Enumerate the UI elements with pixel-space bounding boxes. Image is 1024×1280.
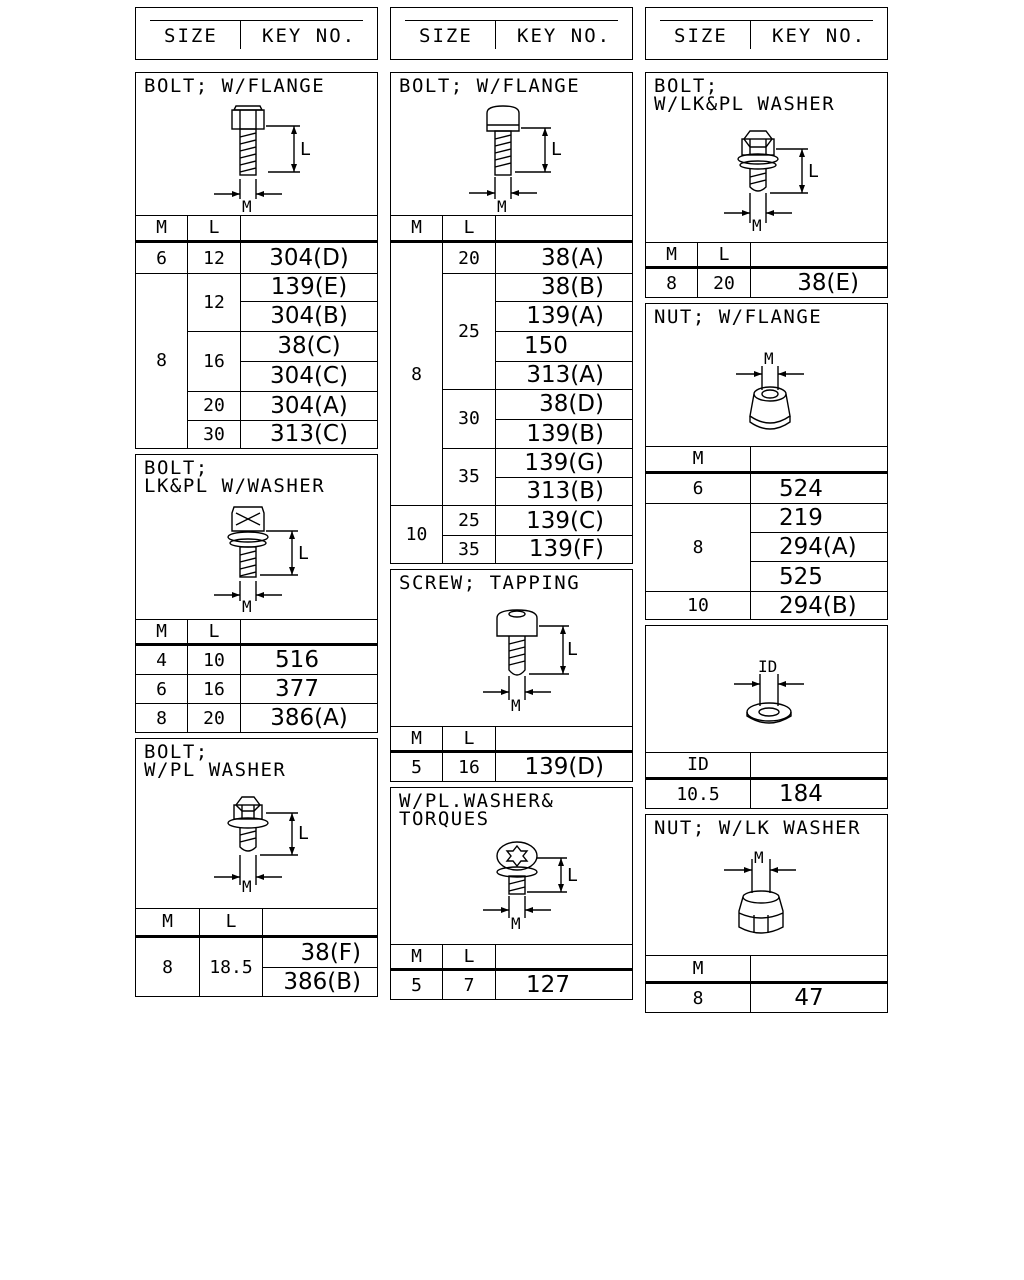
- col-m-header: M: [411, 945, 422, 967]
- key-number: 294(A): [779, 534, 857, 560]
- size-label: SIZE: [164, 25, 218, 47]
- m-value: 5: [411, 756, 422, 778]
- dim-l-label: L: [300, 139, 311, 160]
- col-m-header: M: [156, 620, 167, 642]
- panel-title: SCREW; TAPPING: [399, 572, 581, 594]
- col-m-header: M: [411, 727, 422, 749]
- key-number: 516: [275, 647, 319, 673]
- m-value: 4: [156, 649, 167, 671]
- key-number: 313(C): [270, 421, 348, 447]
- header-divider: [750, 20, 751, 49]
- l-value: 7: [463, 974, 475, 996]
- key-number: 313(B): [526, 478, 604, 504]
- m-value: 10: [405, 524, 428, 545]
- dim-l-label: L: [808, 161, 819, 182]
- l-value: 20: [713, 272, 735, 294]
- panel-bolt-flange-1: [135, 72, 378, 449]
- l-value: 18.5: [209, 956, 253, 978]
- lk-pl-washer-bolt-drawing: [646, 73, 886, 243]
- m-value: 8: [411, 363, 422, 385]
- flange-nut-drawing: [646, 304, 886, 444]
- col-m-header: M: [692, 957, 704, 979]
- l-value: 30: [203, 423, 225, 445]
- panel-title: NUT; W/LK WASHER: [654, 817, 862, 839]
- panel-title: BOLT; W/PL WASHER: [144, 741, 287, 781]
- col-l-header: L: [463, 945, 475, 967]
- flange-bolt-drawing: [136, 73, 376, 218]
- key-number: 38(A): [541, 245, 604, 271]
- key-number: 38(F): [300, 939, 361, 966]
- l-value: 16: [203, 350, 225, 372]
- m-value: 6: [692, 478, 704, 499]
- key-number: 139(F): [528, 536, 604, 562]
- m-value: 6: [156, 247, 167, 269]
- size-label: SIZE: [419, 25, 473, 47]
- key-number: 304(B): [270, 303, 348, 329]
- panel-title: BOLT; W/LK&PL WASHER: [654, 75, 836, 115]
- l-value: 25: [458, 320, 480, 342]
- dim-m-label: M: [497, 197, 507, 216]
- header-rule: [660, 20, 873, 21]
- col-m-header: M: [666, 243, 677, 265]
- dim-m-label: M: [511, 914, 521, 933]
- key-number: 38(D): [539, 391, 604, 417]
- torx-washer-screw-drawing: [391, 788, 631, 938]
- panel-bolt-wlkpl-washer: [645, 72, 888, 298]
- l-value: 16: [458, 756, 480, 778]
- col-id-header: ID: [687, 754, 709, 775]
- dim-id-label: ID: [758, 657, 778, 676]
- dim-l-label: L: [567, 865, 578, 886]
- key-number: 139(B): [526, 420, 604, 447]
- m-value: 8: [162, 956, 173, 978]
- header-divider: [495, 20, 496, 49]
- l-value: 30: [458, 408, 480, 429]
- l-value: 20: [458, 247, 480, 269]
- l-value: 20: [203, 707, 225, 729]
- key-number: 139(C): [526, 507, 604, 534]
- col-l-header: L: [225, 911, 237, 932]
- col-m-header: M: [156, 217, 167, 238]
- l-value: 16: [203, 678, 225, 700]
- l-value: 25: [458, 510, 480, 531]
- key-number: 524: [779, 475, 823, 502]
- m-value: 8: [156, 707, 167, 729]
- washer-drawing: [646, 626, 886, 751]
- pl-washer-bolt-drawing: [136, 739, 376, 904]
- m-value: 8: [692, 537, 704, 558]
- panel-title: BOLT; LK&PL W/WASHER: [144, 457, 326, 497]
- dim-l-label: L: [551, 139, 562, 160]
- flange-bolt-drawing: [391, 73, 631, 218]
- key-number: 304(C): [270, 363, 348, 389]
- dim-l-label: L: [298, 823, 309, 844]
- col-l-header: L: [208, 217, 220, 238]
- dim-m-label: M: [242, 197, 252, 216]
- dim-l-label: L: [567, 639, 578, 660]
- panel-title: W/PL.WASHER& TORQUES: [399, 790, 555, 830]
- l-value: 35: [458, 466, 480, 487]
- dim-l-label: L: [298, 543, 309, 564]
- m-value: 5: [411, 974, 422, 996]
- l-value: 35: [458, 538, 480, 560]
- key-number: 386(B): [283, 969, 361, 995]
- key-no-label: KEY NO.: [772, 25, 867, 47]
- panel-wpl-washer-torques: [390, 787, 633, 1000]
- key-no-label: KEY NO.: [517, 25, 612, 47]
- lock-washer-nut-drawing: [646, 815, 886, 955]
- dim-m-label: M: [764, 349, 774, 368]
- panel-bolt-flange-2: [390, 72, 633, 564]
- key-number: 377: [275, 676, 319, 702]
- key-number: 219: [779, 505, 823, 531]
- l-value: 10: [203, 649, 225, 671]
- key-number: 139(A): [526, 303, 604, 329]
- panel-title: NUT; W/FLANGE: [654, 306, 823, 328]
- key-number: 139(G): [524, 449, 604, 476]
- key-number: 38(B): [541, 274, 604, 300]
- col-l-header: L: [208, 620, 220, 642]
- key-number: 38(C): [277, 333, 341, 359]
- key-number: 525: [779, 563, 823, 590]
- dim-m-label: M: [242, 597, 252, 616]
- col-l-header: L: [718, 243, 730, 265]
- key-number: 139(E): [270, 274, 348, 300]
- l-value: 20: [203, 395, 225, 416]
- panel-nut-flange: [645, 303, 888, 620]
- key-number: 304(D): [269, 245, 349, 271]
- m-value: 6: [156, 678, 167, 700]
- m-value: 10: [687, 595, 709, 616]
- size-key-header-3: [645, 7, 888, 60]
- dim-m-label: M: [754, 848, 764, 867]
- key-number: 294(B): [779, 592, 857, 619]
- key-number: 150: [524, 333, 568, 359]
- key-number: 313(A): [526, 362, 604, 388]
- tapping-screw-drawing: [391, 570, 631, 720]
- col-m-header: M: [692, 448, 704, 469]
- key-number: 38(E): [797, 270, 859, 296]
- l-value: 12: [203, 247, 225, 269]
- panel-nut-lk-washer: [645, 814, 888, 1013]
- header-divider: [240, 20, 241, 49]
- header-rule: [405, 20, 618, 21]
- key-number: 127: [526, 972, 570, 998]
- key-number: 184: [779, 781, 823, 807]
- col-l-header: L: [463, 217, 475, 238]
- dim-m-label: M: [511, 696, 521, 715]
- panel-title: BOLT; W/FLANGE: [144, 75, 326, 97]
- m-value: 8: [692, 987, 704, 1009]
- dim-m-label: M: [242, 877, 252, 896]
- header-rule: [150, 20, 363, 21]
- panel-bolt-lkpl-washer: [135, 454, 378, 733]
- key-number: 47: [794, 985, 824, 1011]
- id-value: 10.5: [676, 783, 720, 805]
- size-key-header-2: [390, 7, 633, 60]
- l-value: 12: [203, 291, 225, 313]
- key-number: 139(D): [524, 754, 604, 780]
- panel-screw-tapping: [390, 569, 633, 782]
- panel-washer: [645, 625, 888, 809]
- m-value: 8: [156, 350, 167, 371]
- m-value: 8: [666, 272, 677, 294]
- size-key-header-1: [135, 7, 378, 60]
- lkpl-washer-bolt-drawing: [136, 455, 376, 620]
- dim-m-label: M: [752, 216, 762, 235]
- col-m-header: M: [411, 217, 422, 238]
- key-no-label: KEY NO.: [262, 25, 357, 47]
- key-number: 304(A): [270, 392, 348, 419]
- size-label: SIZE: [674, 25, 728, 47]
- panel-title: BOLT; W/FLANGE: [399, 75, 581, 97]
- col-m-header: M: [162, 911, 173, 932]
- col-l-header: L: [463, 727, 475, 749]
- key-number: 386(A): [270, 705, 348, 731]
- panel-bolt-wpl-washer: [135, 738, 378, 997]
